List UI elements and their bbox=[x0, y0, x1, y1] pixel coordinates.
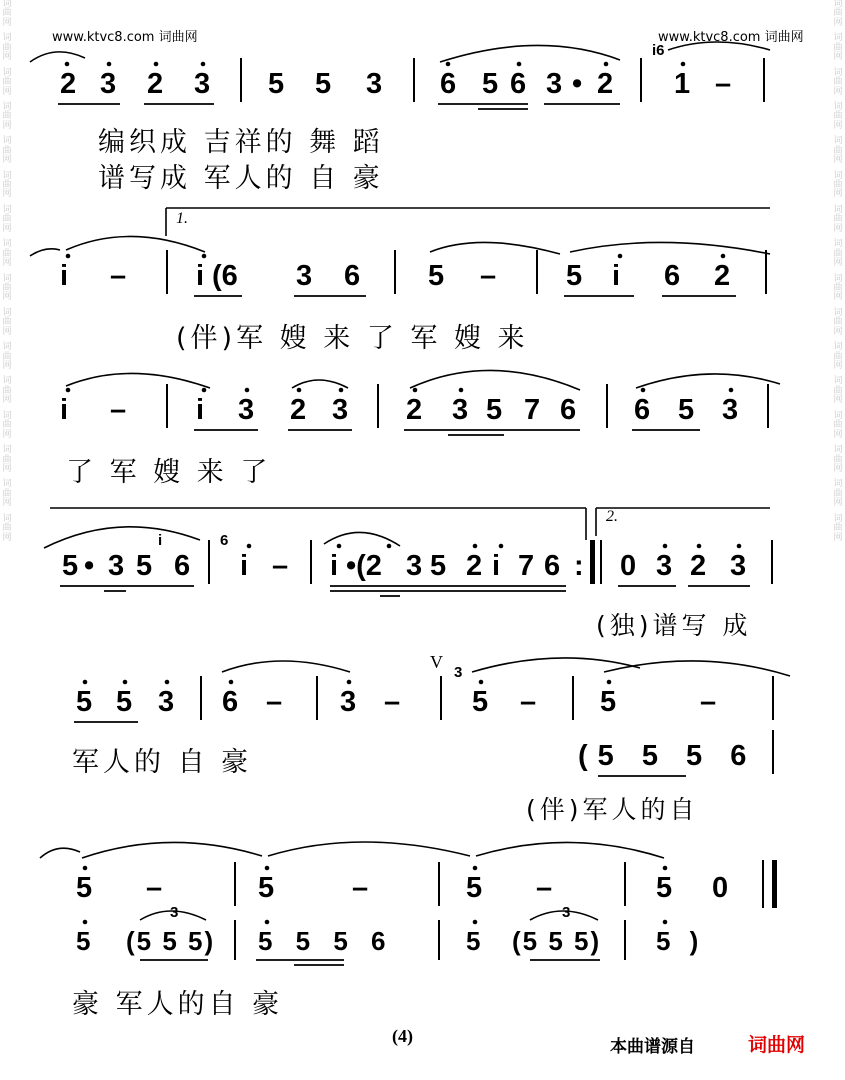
side-watermark-text: 词 曲 网 bbox=[833, 307, 843, 337]
side-watermark-text: 词 曲 网 bbox=[2, 513, 12, 543]
dot: • bbox=[84, 550, 95, 582]
breath-mark: V bbox=[430, 652, 443, 672]
octave-dot bbox=[663, 866, 668, 871]
slur bbox=[82, 842, 262, 858]
note: 6 bbox=[664, 260, 681, 292]
dash: – bbox=[110, 394, 127, 426]
note: 3 bbox=[158, 686, 175, 718]
note: i bbox=[60, 394, 69, 426]
octave-dot bbox=[154, 62, 159, 67]
note: 2 bbox=[714, 260, 731, 292]
lyric-line: 编织成 吉祥的 舞 蹈 bbox=[98, 127, 384, 158]
octave-dot bbox=[347, 680, 352, 685]
grace-note: 3 bbox=[454, 664, 463, 681]
triplet-mark: 3 bbox=[562, 904, 571, 921]
dash: – bbox=[146, 872, 163, 904]
note: i bbox=[60, 260, 69, 292]
note: i bbox=[240, 550, 249, 582]
lyric-line: (独)谱写 成 bbox=[596, 611, 752, 640]
slur bbox=[30, 52, 85, 62]
octave-dot bbox=[473, 920, 478, 925]
dash: – bbox=[520, 686, 537, 718]
octave-dot bbox=[107, 62, 112, 67]
slur bbox=[604, 661, 790, 676]
octave-dot bbox=[202, 388, 207, 393]
note: 5 bbox=[466, 872, 483, 904]
lyric-line: 谱写成 军人的 自 豪 bbox=[98, 163, 384, 194]
triplet-bracket bbox=[530, 911, 598, 920]
slur bbox=[476, 842, 664, 858]
side-watermark-text: 词 曲 网 bbox=[833, 342, 843, 371]
dash: – bbox=[715, 68, 732, 100]
accompaniment-note: 5 bbox=[76, 926, 91, 956]
side-watermark-text: 词 曲 网 bbox=[2, 136, 12, 166]
note: i bbox=[330, 550, 339, 582]
brand-logo: 词曲网 bbox=[748, 1034, 806, 1056]
slur bbox=[292, 380, 348, 388]
side-watermark-text: 词 曲 网 bbox=[2, 376, 12, 406]
slur bbox=[636, 374, 780, 388]
note: 7 bbox=[518, 550, 535, 582]
lyric-line: 了 军 嫂 来 了 bbox=[66, 457, 272, 488]
note: 2 bbox=[147, 68, 164, 100]
octave-dot bbox=[229, 680, 234, 685]
accompaniment-triplet: (5 5 5) bbox=[126, 926, 216, 956]
slur bbox=[440, 45, 620, 62]
note: 3 bbox=[722, 394, 739, 426]
side-watermark-text: 词 曲 网 bbox=[2, 101, 12, 131]
side-watermark-text: 词 曲 网 bbox=[833, 136, 843, 166]
dash: – bbox=[272, 550, 289, 582]
side-watermark-text: 词 曲 网 bbox=[2, 33, 12, 63]
note: 6 bbox=[544, 550, 561, 582]
note: 2 bbox=[466, 550, 483, 582]
note: 3 bbox=[656, 550, 673, 582]
note: 3 bbox=[194, 68, 211, 100]
octave-dot bbox=[337, 544, 342, 549]
octave-dot bbox=[247, 544, 252, 549]
octave-dot bbox=[459, 388, 464, 393]
octave-dot bbox=[165, 680, 170, 685]
note: 2 bbox=[290, 394, 307, 426]
accompaniment-notes: 5 5 5 6 bbox=[258, 926, 394, 956]
octave-dot bbox=[83, 866, 88, 871]
page-number: (4) bbox=[392, 1026, 413, 1046]
note: 1 bbox=[674, 68, 691, 100]
octave-dot bbox=[604, 62, 609, 67]
dash: – bbox=[536, 872, 553, 904]
accompaniment-note: 5 bbox=[466, 926, 481, 956]
octave-dots bbox=[65, 62, 742, 925]
note: 6 bbox=[560, 394, 577, 426]
slur bbox=[222, 661, 350, 672]
lyric-line: (伴)军 嫂 来 了 军 嫂 来 bbox=[176, 323, 529, 354]
note: 5 bbox=[315, 68, 332, 100]
note: 6 bbox=[440, 68, 457, 100]
note: 5 bbox=[258, 872, 275, 904]
slur bbox=[40, 848, 80, 858]
octave-dot bbox=[446, 62, 451, 67]
site-watermark-right: www.ktvc8.com 词曲网 bbox=[658, 30, 804, 45]
side-watermark-text: 词 曲 网 bbox=[2, 204, 12, 234]
side-watermark-text: 词 曲 网 bbox=[2, 0, 12, 28]
dash: – bbox=[480, 260, 497, 292]
side-watermark-text: 词 曲 网 bbox=[833, 445, 843, 474]
octave-dot bbox=[697, 544, 702, 549]
note: i bbox=[196, 260, 205, 292]
dash: – bbox=[266, 686, 283, 718]
note: i bbox=[612, 260, 621, 292]
note: 3 bbox=[238, 394, 255, 426]
octave-dot bbox=[387, 544, 392, 549]
note: 5 bbox=[428, 260, 445, 292]
note: 5 bbox=[600, 686, 617, 718]
octave-dot bbox=[413, 388, 418, 393]
note: 3 bbox=[406, 550, 423, 582]
note: 3 bbox=[108, 550, 125, 582]
note: 3 bbox=[730, 550, 747, 582]
dash: – bbox=[352, 872, 369, 904]
note: 0 bbox=[620, 550, 637, 582]
note: 5 bbox=[656, 872, 673, 904]
side-watermark-text: 词 曲 网 bbox=[833, 33, 843, 63]
side-watermark-text: 词 曲 网 bbox=[833, 273, 843, 303]
side-watermark-text: 词 曲 网 bbox=[833, 67, 843, 97]
accompaniment-lyrics: (伴)军人的自 bbox=[526, 795, 699, 824]
octave-dot bbox=[297, 388, 302, 393]
note: 5 bbox=[486, 394, 503, 426]
octave-dot bbox=[245, 388, 250, 393]
side-watermark-text: 词 曲 网 bbox=[833, 376, 843, 406]
side-watermark-text: 词 曲 网 bbox=[833, 513, 843, 543]
slur bbox=[430, 242, 560, 254]
note: 5 bbox=[678, 394, 695, 426]
octave-dot bbox=[83, 920, 88, 925]
note: 3 bbox=[546, 68, 563, 100]
dot: • bbox=[572, 68, 583, 100]
note: 3 bbox=[100, 68, 117, 100]
note: 5 bbox=[76, 686, 93, 718]
side-watermark-text: 词 曲 网 bbox=[833, 410, 843, 440]
note: 6 bbox=[510, 68, 527, 100]
octave-dot bbox=[479, 680, 484, 685]
note: 0 bbox=[712, 872, 729, 904]
dash: – bbox=[384, 686, 401, 718]
side-watermark-text: 词 曲 网 bbox=[2, 479, 12, 509]
triplet-mark: 3 bbox=[170, 904, 179, 921]
octave-dot bbox=[729, 388, 734, 393]
volta-label: 2. bbox=[606, 508, 618, 525]
side-watermark-text: 词 曲 网 bbox=[2, 239, 12, 269]
note: 7 bbox=[524, 394, 541, 426]
note: 5 bbox=[116, 686, 133, 718]
octave-dot bbox=[641, 388, 646, 393]
grace-note: 6 bbox=[220, 532, 229, 549]
slur bbox=[30, 249, 60, 256]
accompaniment-note: 5 ) bbox=[656, 926, 705, 956]
octave-dot bbox=[66, 254, 71, 259]
note: 3 bbox=[332, 394, 349, 426]
side-watermark-text: 词 曲 网 bbox=[833, 0, 843, 28]
octave-dot bbox=[473, 544, 478, 549]
note: 6 bbox=[222, 686, 239, 718]
octave-dot bbox=[265, 920, 270, 925]
source-label: 本曲谱源自 bbox=[610, 1037, 695, 1057]
triplet-bracket bbox=[140, 911, 206, 920]
octave-dot bbox=[663, 920, 668, 925]
octave-dot bbox=[202, 254, 207, 259]
note: 3 bbox=[340, 686, 357, 718]
note: 6 bbox=[344, 260, 361, 292]
note: 3 bbox=[452, 394, 469, 426]
octave-dot bbox=[66, 388, 71, 393]
note: (6 bbox=[212, 260, 238, 292]
slur bbox=[570, 242, 770, 254]
note: 6 bbox=[634, 394, 651, 426]
note: 5 bbox=[62, 550, 79, 582]
octave-dot bbox=[339, 388, 344, 393]
slur bbox=[410, 370, 580, 390]
octave-dot bbox=[517, 62, 522, 67]
note: 3 bbox=[296, 260, 313, 292]
octave-dot bbox=[663, 544, 668, 549]
octave-dot bbox=[201, 62, 206, 67]
side-watermark-text: 词 曲 网 bbox=[833, 101, 843, 131]
note: 2 bbox=[60, 68, 77, 100]
accompaniment-triplet: (5 5 5) bbox=[512, 926, 602, 956]
slur bbox=[44, 527, 200, 548]
side-watermark-text: 词 曲 网 bbox=[2, 342, 12, 371]
dash: – bbox=[110, 260, 127, 292]
octave-dot bbox=[721, 254, 726, 259]
note: i bbox=[196, 394, 205, 426]
octave-dot bbox=[123, 680, 128, 685]
octave-dot bbox=[737, 544, 742, 549]
side-watermark-text: 词 曲 网 bbox=[833, 204, 843, 234]
octave-dot bbox=[265, 866, 270, 871]
note: •(2 bbox=[346, 550, 382, 582]
volta-label: 1. bbox=[176, 210, 188, 227]
octave-dot bbox=[65, 62, 70, 67]
octave-dot bbox=[618, 254, 623, 259]
side-watermark-text: 词 曲 网 bbox=[833, 479, 843, 509]
side-watermark-text: 词 曲 网 bbox=[833, 239, 843, 269]
side-watermark-text: 词 曲 网 bbox=[2, 170, 12, 200]
side-watermark-text: 词 曲 网 bbox=[2, 273, 12, 303]
note: 2 bbox=[406, 394, 423, 426]
note: 5 bbox=[76, 872, 93, 904]
note: 5 bbox=[472, 686, 489, 718]
side-watermark-text: 词 曲 网 bbox=[2, 445, 12, 474]
lyric-line: 豪 军人的自 豪 bbox=[72, 989, 284, 1020]
grace-note: i6 bbox=[652, 42, 665, 59]
note: 5 bbox=[268, 68, 285, 100]
slur bbox=[66, 373, 210, 388]
note: 5 bbox=[430, 550, 447, 582]
octave-dot bbox=[83, 680, 88, 685]
site-watermark-left: www.ktvc8.com 词曲网 bbox=[52, 30, 198, 45]
note: 3 bbox=[366, 68, 383, 100]
note: 5 bbox=[566, 260, 583, 292]
note: i bbox=[492, 550, 501, 582]
octave-dot bbox=[607, 680, 612, 685]
lyric-line: 军人的 自 豪 bbox=[72, 747, 253, 778]
octave-dot bbox=[681, 62, 686, 67]
grace-note: i bbox=[158, 532, 163, 549]
note: 5 bbox=[482, 68, 499, 100]
octave-dot bbox=[499, 544, 504, 549]
note: 6 bbox=[174, 550, 191, 582]
note: 2 bbox=[597, 68, 614, 100]
dash: – bbox=[700, 686, 717, 718]
side-watermark-text: 词 曲 网 bbox=[2, 410, 12, 440]
slur bbox=[66, 236, 205, 252]
slur bbox=[268, 842, 470, 856]
side-watermark-text: 词 曲 网 bbox=[833, 170, 843, 200]
accompaniment-notes: (5 5 5 6 bbox=[578, 740, 757, 772]
side-watermark-text: 词 曲 网 bbox=[2, 307, 12, 337]
repeat-dots: : bbox=[574, 550, 584, 582]
side-watermark-text: 词 曲 网 bbox=[2, 67, 12, 97]
octave-dot bbox=[473, 866, 478, 871]
note: 2 bbox=[690, 550, 707, 582]
slur bbox=[668, 42, 770, 50]
note: 5 bbox=[136, 550, 153, 582]
